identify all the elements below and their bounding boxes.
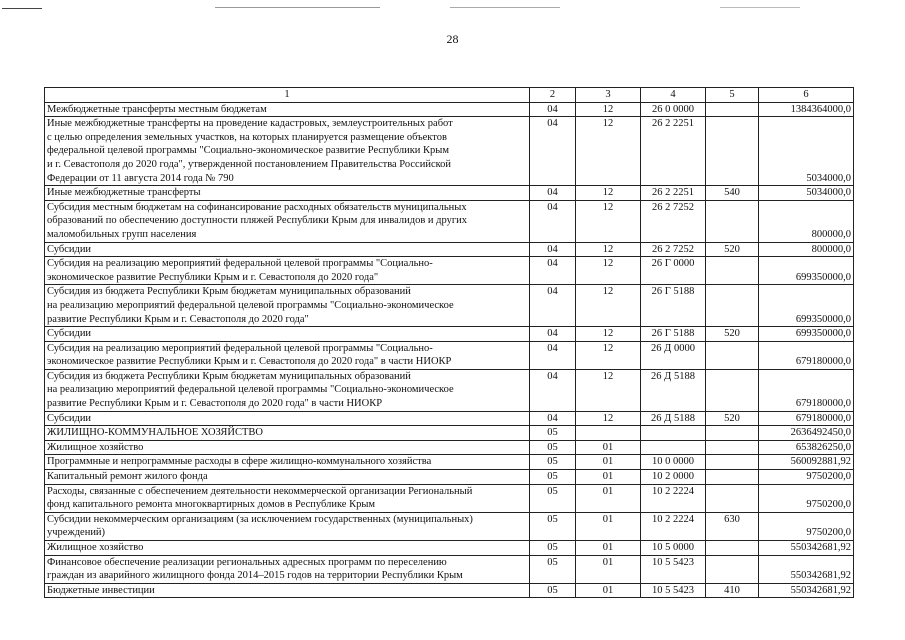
row-subsection-cell: 01 bbox=[576, 470, 641, 485]
page-number: 28 bbox=[446, 32, 459, 46]
row-subsection-cell: 12 bbox=[576, 285, 641, 327]
row-section-cell: 04 bbox=[530, 200, 576, 242]
row-expense-type-cell bbox=[706, 369, 759, 411]
row-subsection-cell: 01 bbox=[576, 583, 641, 598]
table-row bbox=[45, 341, 854, 369]
row-expense-type-cell: 410 bbox=[706, 583, 759, 598]
row-amount-cell: 2636492450,0 bbox=[759, 426, 854, 441]
row-name-cell: Программные и непрограммные расходы в сфере жилищно-коммунального хозяйства bbox=[45, 455, 530, 470]
table-row bbox=[45, 186, 854, 201]
row-section-cell: 04 bbox=[530, 341, 576, 369]
table-row bbox=[45, 285, 854, 327]
row-name-cell: Капитальный ремонт жилого фонда bbox=[45, 470, 530, 485]
row-target-cell: 26 2 7252 bbox=[641, 200, 706, 242]
row-amount-cell: 699350000,0 bbox=[759, 257, 854, 285]
row-target-cell: 26 2 7252 bbox=[641, 242, 706, 257]
table-row bbox=[45, 369, 854, 411]
row-target-cell: 10 2 2224 bbox=[641, 484, 706, 512]
row-target-cell: 10 5 0000 bbox=[641, 541, 706, 556]
row-subsection-cell: 01 bbox=[576, 440, 641, 455]
table-row bbox=[45, 541, 854, 556]
row-name-cell: Субсидии bbox=[45, 411, 530, 426]
row-section-cell: 05 bbox=[530, 583, 576, 598]
table-row bbox=[45, 455, 854, 470]
table-row bbox=[45, 484, 854, 512]
row-subsection-cell: 12 bbox=[576, 242, 641, 257]
row-subsection-cell: 12 bbox=[576, 117, 641, 186]
row-target-cell: 10 2 0000 bbox=[641, 470, 706, 485]
header-col-4: 4 bbox=[641, 88, 706, 103]
row-amount-cell: 550342681,92 bbox=[759, 555, 854, 583]
row-amount-cell: 800000,0 bbox=[759, 200, 854, 242]
row-amount-cell: 679180000,0 bbox=[759, 369, 854, 411]
row-name-cell: Субсидия из бюджета Республики Крым бюджетам муниципальных образований на реализацию мероприятий федеральной целевой программы "Социально-экономическое развитие Республики Крым и г. Севастополя до 2020 года" в части НИОКР bbox=[45, 369, 530, 411]
row-amount-cell: 5034000,0 bbox=[759, 117, 854, 186]
header-col-2: 2 bbox=[530, 88, 576, 103]
row-name-cell: Субсидии bbox=[45, 327, 530, 342]
row-expense-type-cell bbox=[706, 484, 759, 512]
row-subsection-cell: 01 bbox=[576, 455, 641, 470]
row-expense-type-cell bbox=[706, 285, 759, 327]
row-section-cell: 04 bbox=[530, 257, 576, 285]
row-amount-cell: 653826250,0 bbox=[759, 440, 854, 455]
table-body bbox=[45, 88, 854, 598]
table-row bbox=[45, 440, 854, 455]
table-row bbox=[45, 470, 854, 485]
table-header-row bbox=[45, 88, 854, 103]
row-expense-type-cell bbox=[706, 257, 759, 285]
row-expense-type-cell bbox=[706, 541, 759, 556]
row-expense-type-cell bbox=[706, 102, 759, 117]
row-amount-cell: 699350000,0 bbox=[759, 285, 854, 327]
table-row bbox=[45, 242, 854, 257]
row-expense-type-cell bbox=[706, 117, 759, 186]
row-amount-cell: 9750200,0 bbox=[759, 470, 854, 485]
scan-artifact-line bbox=[215, 7, 380, 8]
row-amount-cell: 679180000,0 bbox=[759, 411, 854, 426]
row-expense-type-cell bbox=[706, 455, 759, 470]
row-target-cell bbox=[641, 426, 706, 441]
row-name-cell: Субсидия на реализацию мероприятий федеральной целевой программы "Социально- экономическое развитие Республики Крым и г. Севастополя до 2020 года" в части НИОКР bbox=[45, 341, 530, 369]
row-name-cell: Бюджетные инвестиции bbox=[45, 583, 530, 598]
row-section-cell: 05 bbox=[530, 455, 576, 470]
scan-artifact-line bbox=[450, 7, 560, 8]
row-name-cell: Иные межбюджетные трансферты на проведение кадастровых, землеустроительных работ с целью определения земельных участков, на которых планируется размещение объектов федеральной целевой программы "Социально-экономическое развитие Республики Крым и г. Севастополя до 2020 года", утвержденной постановлением Правительства Российской Федерации от 11 августа 2014 года № 790 bbox=[45, 117, 530, 186]
row-subsection-cell: 01 bbox=[576, 512, 641, 540]
header-col-6: 6 bbox=[759, 88, 854, 103]
row-subsection-cell: 12 bbox=[576, 200, 641, 242]
row-section-cell: 04 bbox=[530, 411, 576, 426]
table-row bbox=[45, 555, 854, 583]
row-expense-type-cell bbox=[706, 426, 759, 441]
row-target-cell: 26 Д 5188 bbox=[641, 411, 706, 426]
row-section-cell: 04 bbox=[530, 327, 576, 342]
row-amount-cell: 800000,0 bbox=[759, 242, 854, 257]
row-subsection-cell: 12 bbox=[576, 341, 641, 369]
row-name-cell: Субсидия местным бюджетам на софинансирование расходных обязательств муниципальных образований по обеспечению доступности пляжей Республики Крым для инвалидов и других маломобильных групп населения bbox=[45, 200, 530, 242]
row-amount-cell: 550342681,92 bbox=[759, 583, 854, 598]
row-expense-type-cell: 630 bbox=[706, 512, 759, 540]
row-target-cell: 26 Г 5188 bbox=[641, 285, 706, 327]
row-expense-type-cell: 520 bbox=[706, 242, 759, 257]
row-section-cell: 05 bbox=[530, 484, 576, 512]
row-target-cell: 26 Д 0000 bbox=[641, 341, 706, 369]
row-subsection-cell: 12 bbox=[576, 327, 641, 342]
row-amount-cell: 9750200,0 bbox=[759, 484, 854, 512]
row-name-cell: Субсидия из бюджета Республики Крым бюджетам муниципальных образований на реализацию мероприятий федеральной целевой программы "Социально-экономическое развитие Республики Крым и г. Севастополя до 2020 года" bbox=[45, 285, 530, 327]
row-target-cell: 10 2 2224 bbox=[641, 512, 706, 540]
row-amount-cell: 9750200,0 bbox=[759, 512, 854, 540]
row-expense-type-cell: 540 bbox=[706, 186, 759, 201]
row-subsection-cell: 01 bbox=[576, 541, 641, 556]
row-target-cell: 26 2 2251 bbox=[641, 117, 706, 186]
row-name-cell: Субсидии некоммерческим организациям (за исключением государственных (муниципальных) учреждений) bbox=[45, 512, 530, 540]
row-section-cell: 04 bbox=[530, 242, 576, 257]
row-amount-cell: 560092881,92 bbox=[759, 455, 854, 470]
scan-artifact-line bbox=[720, 7, 800, 8]
scan-artifact-line bbox=[2, 8, 42, 9]
row-name-cell: Субсидии bbox=[45, 242, 530, 257]
row-expense-type-cell bbox=[706, 470, 759, 485]
row-subsection-cell: 12 bbox=[576, 369, 641, 411]
row-subsection-cell: 12 bbox=[576, 257, 641, 285]
row-amount-cell: 699350000,0 bbox=[759, 327, 854, 342]
header-col-1: 1 bbox=[45, 88, 530, 103]
row-target-cell: 10 5 5423 bbox=[641, 583, 706, 598]
row-target-cell: 10 0 0000 bbox=[641, 455, 706, 470]
row-subsection-cell: 12 bbox=[576, 186, 641, 201]
row-expense-type-cell bbox=[706, 555, 759, 583]
row-section-cell: 04 bbox=[530, 369, 576, 411]
table-row bbox=[45, 426, 854, 441]
row-target-cell bbox=[641, 440, 706, 455]
row-subsection-cell bbox=[576, 426, 641, 441]
row-target-cell: 26 2 2251 bbox=[641, 186, 706, 201]
row-amount-cell: 1384364000,0 bbox=[759, 102, 854, 117]
row-section-cell: 05 bbox=[530, 555, 576, 583]
row-section-cell: 04 bbox=[530, 285, 576, 327]
row-target-cell: 26 0 0000 bbox=[641, 102, 706, 117]
table-row bbox=[45, 257, 854, 285]
row-subsection-cell: 12 bbox=[576, 411, 641, 426]
row-section-cell: 04 bbox=[530, 102, 576, 117]
row-name-cell: Жилищное хозяйство bbox=[45, 440, 530, 455]
table-row bbox=[45, 512, 854, 540]
row-expense-type-cell: 520 bbox=[706, 411, 759, 426]
table-row bbox=[45, 411, 854, 426]
row-expense-type-cell bbox=[706, 200, 759, 242]
table-row bbox=[45, 102, 854, 117]
budget-table bbox=[44, 87, 854, 598]
row-section-cell: 05 bbox=[530, 440, 576, 455]
row-target-cell: 26 Г 0000 bbox=[641, 257, 706, 285]
row-section-cell: 05 bbox=[530, 541, 576, 556]
row-subsection-cell: 12 bbox=[576, 102, 641, 117]
row-target-cell: 10 5 5423 bbox=[641, 555, 706, 583]
row-amount-cell: 679180000,0 bbox=[759, 341, 854, 369]
row-name-cell: Иные межбюджетные трансферты bbox=[45, 186, 530, 201]
row-name-cell: Жилищное хозяйство bbox=[45, 541, 530, 556]
header-col-3: 3 bbox=[576, 88, 641, 103]
row-name-cell: Финансовое обеспечение реализации региональных адресных программ по переселению граждан из аварийного жилищного фонда 2014–2015 годов на территории Республики Крым bbox=[45, 555, 530, 583]
row-target-cell: 26 Д 5188 bbox=[641, 369, 706, 411]
row-section-cell: 05 bbox=[530, 512, 576, 540]
row-name-cell: Расходы, связанные с обеспечением деятельности некоммерческой организации Региональный фонд капитального ремонта многоквартирных домов в Республике Крым bbox=[45, 484, 530, 512]
header-col-5: 5 bbox=[706, 88, 759, 103]
row-name-cell: Субсидия на реализацию мероприятий федеральной целевой программы "Социально- экономическое развитие Республики Крым и г. Севастополя до 2020 года" bbox=[45, 257, 530, 285]
row-subsection-cell: 01 bbox=[576, 555, 641, 583]
table-row bbox=[45, 117, 854, 186]
row-subsection-cell: 01 bbox=[576, 484, 641, 512]
table-row bbox=[45, 327, 854, 342]
table-row bbox=[45, 200, 854, 242]
row-expense-type-cell bbox=[706, 341, 759, 369]
row-name-cell: Межбюджетные трансферты местным бюджетам bbox=[45, 102, 530, 117]
row-expense-type-cell: 520 bbox=[706, 327, 759, 342]
row-name-cell: ЖИЛИЩНО-КОММУНАЛЬНОЕ ХОЗЯЙСТВО bbox=[45, 426, 530, 441]
row-section-cell: 04 bbox=[530, 186, 576, 201]
row-section-cell: 05 bbox=[530, 426, 576, 441]
row-section-cell: 04 bbox=[530, 117, 576, 186]
row-target-cell: 26 Г 5188 bbox=[641, 327, 706, 342]
row-amount-cell: 550342681,92 bbox=[759, 541, 854, 556]
row-amount-cell: 5034000,0 bbox=[759, 186, 854, 201]
row-expense-type-cell bbox=[706, 440, 759, 455]
table-row bbox=[45, 583, 854, 598]
row-section-cell: 05 bbox=[530, 470, 576, 485]
